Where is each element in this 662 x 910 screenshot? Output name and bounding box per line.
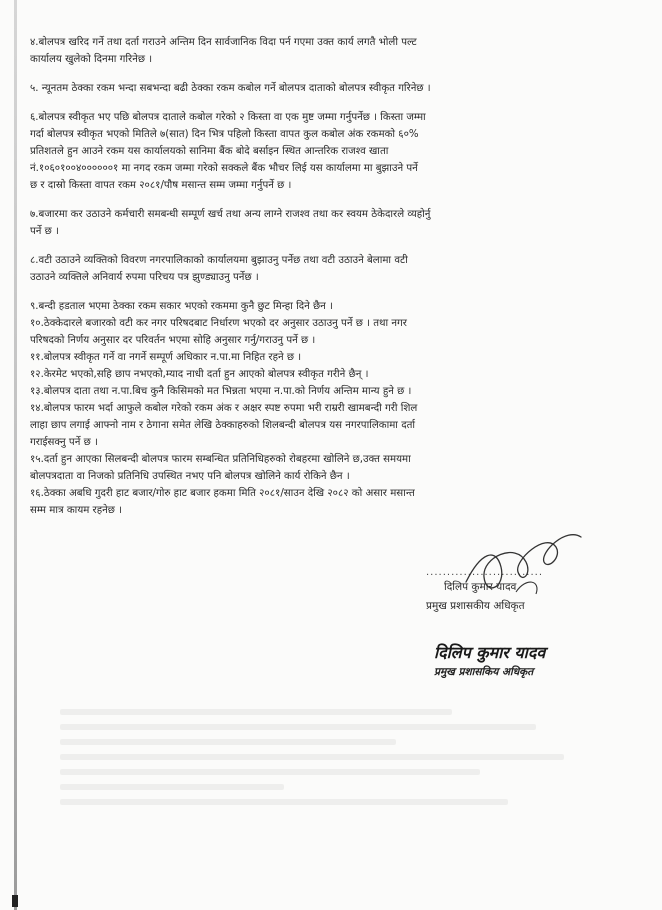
text-line: परिषदको निर्णय अनुसार दर परिवर्तन भएमा सोहि अनुसार गर्नु/गराउनु पर्ने छ ।: [30, 335, 316, 346]
text-line: पर्ने छ ।: [30, 226, 59, 237]
text-line: १५.दर्ता हुन आएका सिलबन्दी बोलपत्र फारम सम्बन्धित प्रतिनिधिहरुको रोबहरमा खोलिने छ,उक्त समयमा: [30, 454, 411, 465]
text-line: प्रतिशतले हुन आउने रकम यस कार्यालयको सानिमा बैंक बोदे बर्साइन स्थित आन्तरिक राजश्व खाता: [30, 146, 389, 157]
text-line: ४.बोलपत्र खरिद गर्ने तथा दर्ता गराउने अन्तिम दिन सार्वजानिक विदा पर्न गएमा उक्त कार्य लगतै भोली पल्ट: [30, 37, 417, 48]
text-line: ८.वटी उठाउने व्यक्तिको विवरण नगरपालिकाको कार्यालयमा बुझाउनु पर्नेछ तथा वटी उठाउने बेलामा वटी: [30, 255, 408, 266]
paragraph: [30, 206, 626, 240]
handwritten-signature: [456, 522, 586, 602]
text-line: १२.केरमेट भएको,सहि छाप नभएको,म्याद नाधी दर्ता हुन आएको बोलपत्र स्वीकृत गरीने छैन् ।: [30, 369, 369, 380]
text-line: ५. न्यूनतम ठेक्का रकम भन्दा सबभन्दा बढी ठेक्का रकम कबोल गर्ने बोलपत्र दाताको बोलपत्र स्वीकृत गरिनेछ ।: [30, 83, 431, 94]
text-line: कार्यालय खुलेको दिनमा गरिनेछ ।: [30, 54, 153, 65]
text-line: ९.बन्दी हडताल भएमा ठेक्का रकम सकार भएको रकममा कुनै छुट मिन्हा दिने छैन ।: [30, 301, 333, 312]
text-line: गर्दा बोलपत्र स्वीकृत भएको मितिले ७(सात) दिन भित्र पहिलो किस्ता वापत कुल कबोल अंक रकमको ६०%: [30, 129, 419, 140]
scan-edge-mark: [12, 895, 18, 907]
signature-block: [426, 567, 626, 616]
text-line: बोलपत्रदाता वा निजको प्रतिनिधि उपस्थित नभए पनि बोलपत्र खोलिने कार्य रोकिने छैन ।: [30, 471, 350, 482]
signature-dots: ............................: [426, 567, 544, 578]
bleed-through-text: [60, 700, 620, 840]
stamp-title: प्रमुख प्रशासकिय अधिकृत: [434, 666, 534, 678]
text-line: सम्म मात्र कायम रहनेछ ।: [30, 505, 123, 516]
text-line: ११.बोलपत्र स्वीकृत गर्ने वा नगर्ने सम्पूर्ण अधिकार न.पा.मा निहित रहने छ ।: [30, 352, 302, 363]
text-line: १४.बोलपत्र फारम भर्दा आफुले कबोल गरेको रकम अंक र अक्षर स्पष्ट रुपमा भरी राम्ररी खामबन्दी गरी शिल: [30, 403, 418, 414]
paragraph: [30, 109, 626, 194]
text-line: ७.बजारमा कर उठाउने कर्मचारी समबन्धी सम्पूर्ण खर्च तथा अन्य लाग्ने राजश्व तथा कर स्वयम ठेकेदारले व्यहोर्नु: [30, 209, 431, 220]
paragraph: [30, 298, 626, 519]
scan-edge: [14, 0, 17, 910]
document-body: [30, 34, 626, 519]
paragraph: [30, 80, 626, 97]
text-line: १३.बोलपत्र दाता तथा न.पा.बिच कुनै किसिमको मत भिन्नता भएमा न.पा.को निर्णय अन्तिम मान्य हुने छ ।: [30, 386, 412, 397]
signatory-title: प्रमुख प्रशासकीय अधिकृत: [426, 600, 525, 612]
signatory-name: दिलिप कुमार यादव: [444, 581, 517, 593]
paragraph: [30, 34, 626, 68]
text-line: उठाउने व्यक्तिले अनिवार्य रुपमा परिचय पत्र झुण्ड्याउनु पर्नेछ ।: [30, 272, 259, 283]
text-line: गराईसक्नु पर्ने छ ।: [30, 437, 98, 448]
text-line: नं.१०६०१००४००००००१ मा नगद रकम जम्मा गरेको सक्कले बैंक भौचर लिई यस कार्यालमा मा बुझाउने पर्ने: [30, 163, 418, 174]
text-line: ६.बोलपत्र स्वीकृत भए पछि बोलपत्र दाताले कबोल गरेको २ किस्ता वा एक मुष्ट जम्मा गर्नुपर्नेछ । किस्ता जम्मा: [30, 112, 426, 123]
name-stamp: [434, 643, 634, 681]
text-line: छ र दास्रो किस्ता वापत रकम २०८१/पौष मसान्त सम्म जम्मा गर्नुपर्ने छ ।: [30, 180, 292, 191]
text-line: १६.ठेक्का अबधि गुदरी हाट बजार/गोरु हाट बजार हकमा मिति २०८१/साउन देखि २०८२ को असार मसान्त: [30, 488, 415, 499]
text-line: १०.ठेक्केदारले बजारको वटी कर नगर परिषदबाट निर्धारण भएको दर अनुसार उठाउनु पर्ने छ । तथा नगर: [30, 318, 407, 329]
paragraph: [30, 252, 626, 286]
stamp-name: दिलिप कुमार यादव: [434, 643, 546, 662]
text-line: लाहा छाप लगाई आफ्नो नाम र ठेगाना समेत लेखि ठेक्काहरुको शिलबन्दी बोलपत्र यस नगरपालिकामा दर्ता: [30, 420, 416, 431]
